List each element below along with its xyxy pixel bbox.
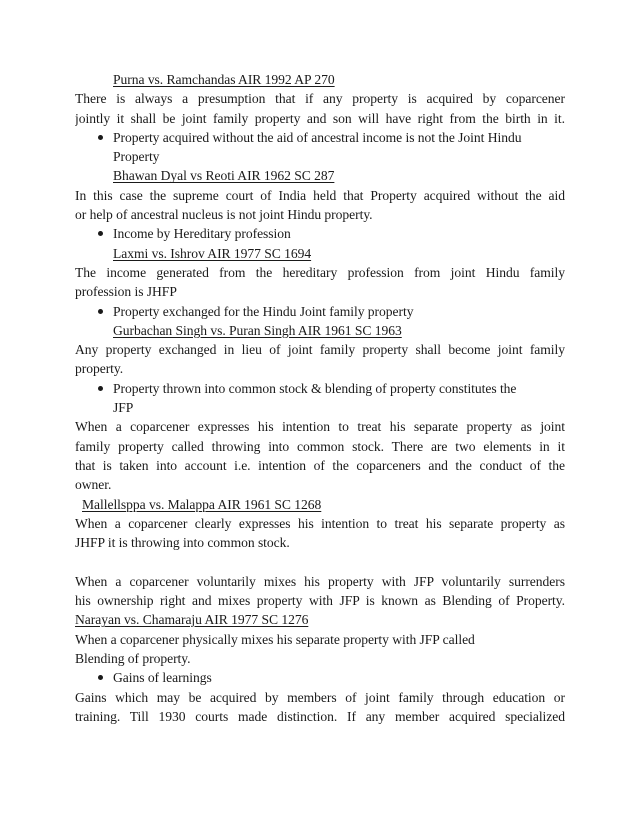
bullet-text-continuation: Property <box>113 149 160 165</box>
case-citation-purna: Purna vs. Ramchandas AIR 1992 AP 270 <box>113 72 335 87</box>
paragraph-line: When a coparcener expresses his intention to treat his separate property as joint <box>75 419 565 435</box>
case-citation-bhawan: Bhawan Dyal vs Reoti AIR 1962 SC 287 <box>113 168 335 184</box>
paragraph-line: Any property exchanged in lieu of joint family property shall become joint family <box>75 342 565 358</box>
bullet-text: Gains of learnings <box>113 670 212 686</box>
bullet-text: Income by Hereditary profession <box>113 226 291 242</box>
paragraph-line: jointly it shall be joint family property and son will have right from the birth in it. <box>75 110 565 126</box>
bullet-icon <box>98 135 103 140</box>
paragraph-line: In this case the supreme court of India held that Property acquired without the aid <box>75 187 565 203</box>
paragraph-line: When a coparcener voluntarily mixes his property with JFP voluntarily surrenders <box>75 573 565 589</box>
bullet-text: Property acquired without the aid of ancestral income is not the Joint Hindu <box>113 129 522 145</box>
bullet-item <box>75 224 565 243</box>
bullet-text: Property thrown into common stock & blending of property constitutes the <box>113 380 517 396</box>
paragraph-line: When a coparcener physically mixes his separate property with JFP called <box>75 631 475 647</box>
bullet-text: Property exchanged for the Hindu Joint family property <box>113 303 414 319</box>
paragraph-line: There is always a presumption that if any property is acquired by coparcener <box>75 91 565 107</box>
case-citation-gurbachan: Gurbachan Singh vs. Puran Singh AIR 1961 SC 1963 <box>113 322 402 338</box>
bullet-icon <box>98 386 103 391</box>
paragraph-line: profession is JHFP <box>75 284 177 300</box>
bullet-text-continuation: JFP <box>113 400 134 416</box>
paragraph-line: that is taken into account i.e. intention of the coparceners and the conduct of the <box>75 457 565 473</box>
paragraph-line: When a coparcener clearly expresses his intention to treat his separate property as <box>75 515 565 531</box>
case-citation-mallellsppa: Mallellsppa vs. Malappa AIR 1961 SC 1268 <box>82 496 322 512</box>
paragraph-line: The income generated from the hereditary profession from joint Hindu family <box>75 264 565 280</box>
paragraph-line: Blending of property. <box>75 650 191 666</box>
bullet-icon <box>98 675 103 680</box>
document-page <box>75 70 565 726</box>
case-citation-narayan: Narayan vs. Chamaraju AIR 1977 SC 1276 <box>75 612 309 628</box>
blank-line <box>75 552 565 571</box>
paragraph-line: training. Till 1930 courts made distinction. If any member acquired specialized <box>75 708 565 724</box>
bullet-item <box>75 128 565 147</box>
paragraph-line: or help of ancestral nucleus is not joint Hindu property. <box>75 207 373 223</box>
paragraph-line: family property called throwing into common stock. There are two elements in it <box>75 438 565 454</box>
paragraph-line: JHFP it is throwing into common stock. <box>75 535 290 551</box>
bullet-icon <box>98 309 103 314</box>
paragraph-line: property. <box>75 361 124 377</box>
bullet-item <box>75 668 565 687</box>
bullet-item <box>75 302 565 321</box>
paragraph-line: his ownership right and mixes property with JFP is known as Blending of Property. <box>75 593 565 609</box>
bullet-icon <box>98 231 103 236</box>
case-citation-laxmi: Laxmi vs. Ishrov AIR 1977 SC 1694 <box>113 245 312 261</box>
paragraph-line: Gains which may be acquired by members of joint family through education or <box>75 689 565 705</box>
bullet-item <box>75 379 565 398</box>
paragraph-line: owner. <box>75 477 112 493</box>
